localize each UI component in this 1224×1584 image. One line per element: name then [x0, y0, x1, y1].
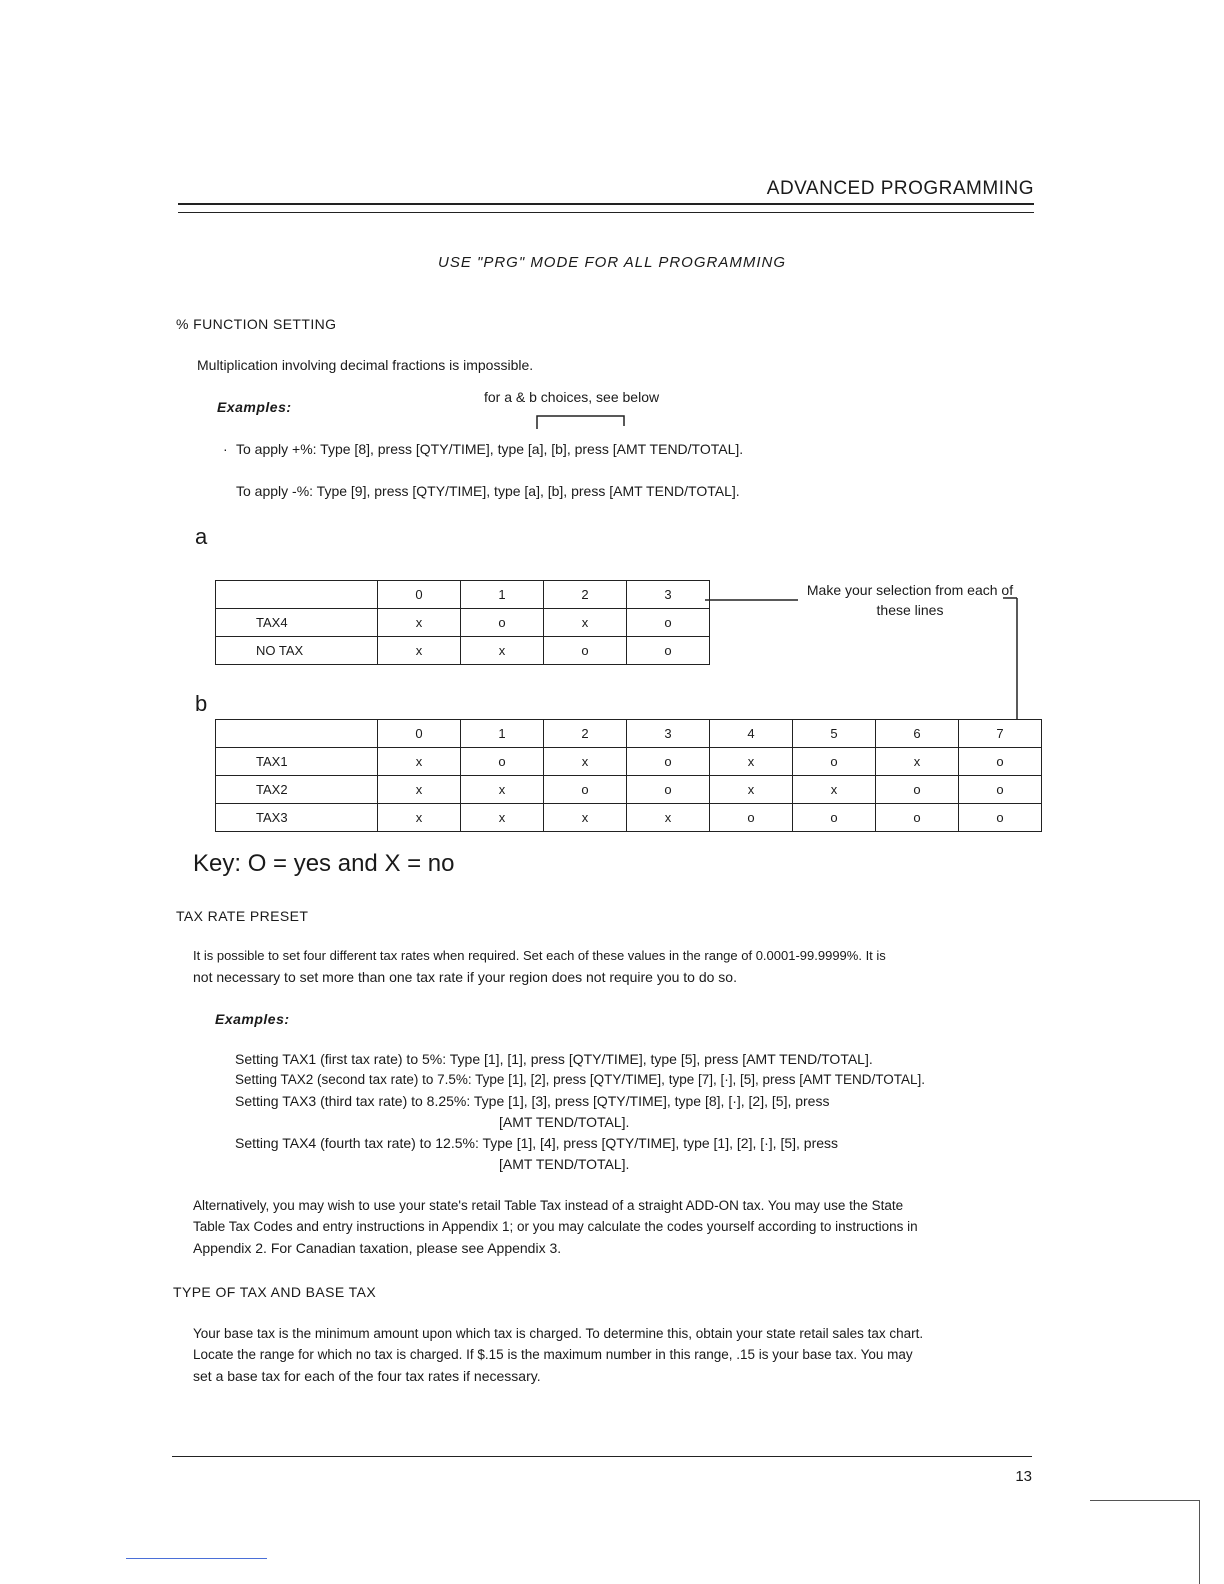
table-cell: x: [378, 804, 461, 832]
table-a-corner: [216, 581, 378, 609]
mode-note: USE "PRG" MODE FOR ALL PROGRAMMING: [437, 254, 787, 271]
table-cell: o: [627, 748, 710, 776]
tax-rate-alt-2: Table Tax Codes and entry instructions in Appendix 1; or you may calculate the codes yourself according to instructions in: [193, 1219, 918, 1234]
table-cell: o: [959, 804, 1042, 832]
table-cell: x: [461, 804, 544, 832]
row-label: TAX2: [216, 776, 378, 804]
table-cell: x: [793, 776, 876, 804]
table-cell: o: [544, 776, 627, 804]
table-a-label: a: [195, 524, 208, 549]
table-row: [216, 776, 1042, 804]
tax-rate-example-4: Setting TAX4 (fourth tax rate) to 12.5%: Type [1], [4], press [QTY/TIME], type [1], [2], [·], [5], press: [235, 1135, 839, 1151]
scan-blue-line: [126, 1558, 267, 1559]
table-cell: o: [876, 804, 959, 832]
table-cell: x: [710, 776, 793, 804]
table-cell: o: [544, 637, 627, 665]
table-a-header: 2: [544, 581, 627, 609]
tax-rate-section-title: TAX RATE PRESET: [176, 908, 309, 924]
table-cell: o: [627, 637, 710, 665]
table-row: [216, 748, 1042, 776]
table-cell: x: [544, 748, 627, 776]
table-cell: o: [627, 776, 710, 804]
tax-rate-alt-3: Appendix 2. For Canadian taxation, please see Appendix 3.: [193, 1240, 562, 1256]
table-cell: o: [959, 748, 1042, 776]
table-cell: x: [378, 776, 461, 804]
table-row: [216, 637, 710, 665]
page-number: 13: [1015, 1468, 1032, 1485]
table-row: [216, 609, 710, 637]
row-label: TAX3: [216, 804, 378, 832]
table-cell: o: [627, 609, 710, 637]
table-cell: o: [959, 776, 1042, 804]
table-b-header: 0: [378, 720, 461, 748]
table-b-label: b: [195, 691, 208, 716]
tax-rate-example-4-cont: [AMT TEND/TOTAL].: [499, 1156, 630, 1172]
bullet-icon: ·: [223, 441, 228, 457]
key-legend: Key: O = yes and X = no: [193, 850, 455, 877]
table-cell: x: [378, 637, 461, 665]
table-cell: o: [461, 609, 544, 637]
row-label: TAX1: [216, 748, 378, 776]
tax-rate-example-3-cont: [AMT TEND/TOTAL].: [499, 1114, 630, 1130]
table-cell: x: [627, 804, 710, 832]
percent-section-title: % FUNCTION SETTING: [176, 316, 337, 332]
base-tax-p1: Your base tax is the minimum amount upon which tax is charged. To determine this, obtain your state retail sales tax chart.: [193, 1326, 924, 1341]
table-cell: o: [793, 804, 876, 832]
header-rule-top: [178, 203, 1034, 205]
tax-rate-alt-1: Alternatively, you may wish to use your state's retail Table Tax instead of a straight ADD-ON tax. You may use the State: [193, 1198, 904, 1213]
table-b-header: 5: [793, 720, 876, 748]
base-tax-p3: set a base tax for each of the four tax rates if necessary.: [193, 1368, 541, 1384]
scan-edge-line: [1090, 1500, 1200, 1501]
header-rule-bottom: [178, 212, 1034, 213]
selection-note: Make your selection from each of these lines: [806, 582, 1014, 618]
base-tax-p2: Locate the range for which no tax is charged. If $.15 is the maximum number in this range, .15 is your base tax. You may: [193, 1347, 913, 1362]
table-a-header: 3: [627, 581, 710, 609]
choices-bracket: [536, 414, 626, 430]
table-cell: o: [461, 748, 544, 776]
table-b-header: 1: [461, 720, 544, 748]
table-a: [215, 580, 710, 665]
base-tax-section-title: TYPE OF TAX AND BASE TAX: [173, 1284, 377, 1300]
page-header-title: ADVANCED PROGRAMMING: [766, 178, 1034, 199]
example-minus-percent: To apply -%: Type [9], press [QTY/TIME], type [a], [b], press [AMT TEND/TOTAL].: [236, 483, 740, 499]
tax-rate-example-1: Setting TAX1 (first tax rate) to 5%: Type [1], [1], press [QTY/TIME], type [5], press [AMT TEND/TOTAL].: [235, 1051, 873, 1067]
tax-rate-example-2: Setting TAX2 (second tax rate) to 7.5%: Type [1], [2], press [QTY/TIME], type [7], [·], [5], press [AMT TEND/TOTAL].: [235, 1072, 926, 1087]
table-cell: o: [710, 804, 793, 832]
tax-rate-intro-1: It is possible to set four different tax rates when required. Set each of these values in the range of 0.0001-99.9999%. It is: [193, 948, 886, 963]
table-cell: x: [461, 776, 544, 804]
tax-rate-intro-2: not necessary to set more than one tax rate if your region does not require you to do so.: [193, 969, 737, 985]
table-row: [216, 804, 1042, 832]
table-cell: x: [378, 609, 461, 637]
table-cell: x: [710, 748, 793, 776]
table-cell: x: [876, 748, 959, 776]
row-label: TAX4: [216, 609, 378, 637]
percent-intro: Multiplication involving decimal fractions is impossible.: [197, 357, 534, 373]
table-b-header: 4: [710, 720, 793, 748]
table-cell: o: [793, 748, 876, 776]
table-b-header: 7: [959, 720, 1042, 748]
choices-note: for a & b choices, see below: [484, 389, 660, 405]
table-cell: x: [378, 748, 461, 776]
table-a-header: 0: [378, 581, 461, 609]
footer-rule: [172, 1456, 1032, 1457]
table-b-corner: [216, 720, 378, 748]
table-a-header: 1: [461, 581, 544, 609]
example-plus-percent: To apply +%: Type [8], press [QTY/TIME], type [a], [b], press [AMT TEND/TOTAL].: [236, 441, 744, 457]
table-b-header: 2: [544, 720, 627, 748]
tax-rate-example-3: Setting TAX3 (third tax rate) to 8.25%: Type [1], [3], press [QTY/TIME], type [8], [·], [2], [5], press: [235, 1093, 830, 1109]
table-b: [215, 719, 1042, 832]
table-b-header-row: [216, 720, 1042, 748]
tax-rate-examples-label: Examples:: [215, 1011, 290, 1027]
table-b-header: 6: [876, 720, 959, 748]
table-cell: o: [876, 776, 959, 804]
row-label: NO TAX: [216, 637, 378, 665]
table-cell: x: [461, 637, 544, 665]
table-cell: x: [544, 609, 627, 637]
table-a-header-row: [216, 581, 710, 609]
percent-examples-label: Examples:: [217, 399, 292, 415]
table-cell: x: [544, 804, 627, 832]
scan-edge-line-vertical: [1199, 1500, 1200, 1584]
table-b-header: 3: [627, 720, 710, 748]
